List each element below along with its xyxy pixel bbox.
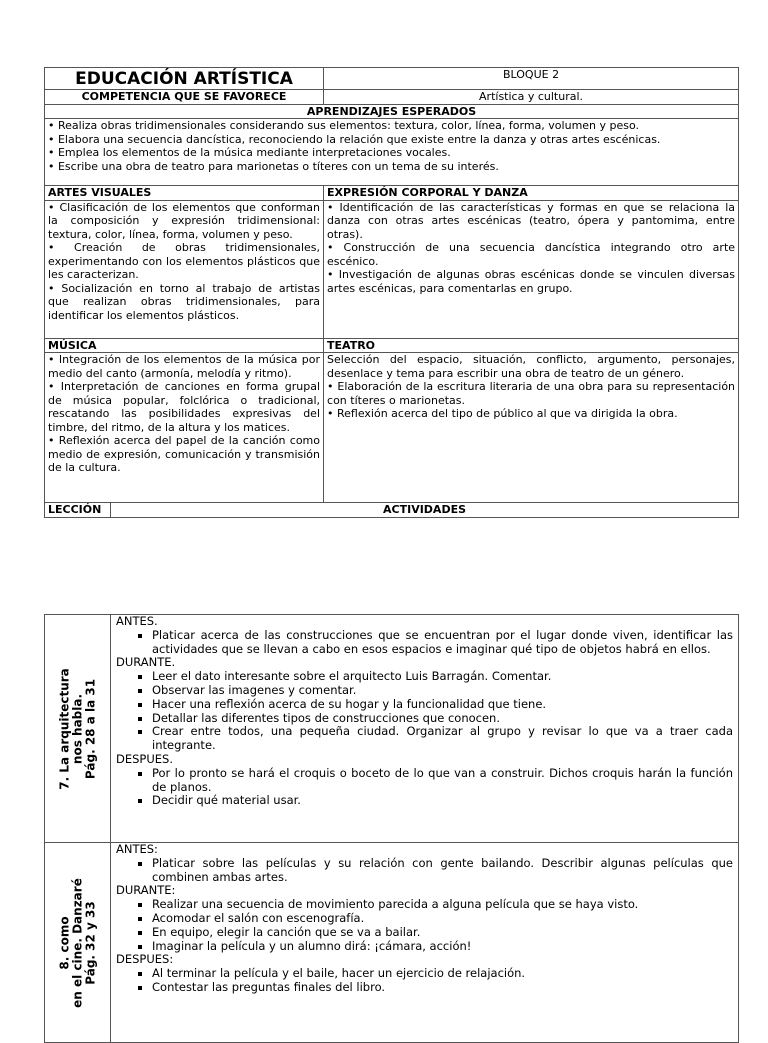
- expected-item: • Emplea los elementos de la música mediante interpretaciones vocales.: [48, 146, 451, 159]
- lesson-row: [45, 615, 739, 843]
- subject-title: EDUCACIÓN ARTÍSTICA: [45, 68, 324, 90]
- expected-heading: APRENDIZAJES ESPERADOS: [45, 104, 739, 119]
- lesson-pages: Pág. 32 y 33: [83, 900, 97, 985]
- lesson-title-line: en el cine. Danzaré: [70, 877, 84, 1008]
- activity-item: ▪ Platicar acerca de las construcciones que se encuentran por el lugar donde viven, identificar las actividades que se llevan a cabo en esos espacios e imaginar qué tipo de objetos habrá en ellos.: [152, 629, 733, 657]
- lesson-activities: [111, 615, 739, 843]
- activity-item: ▪ Realizar una secuencia de movimiento parecida a alguna película que se haya visto.: [152, 898, 733, 912]
- activity-item: ▪ Decidir qué material usar.: [152, 794, 733, 808]
- activity-item: ▪ Leer el dato interesante sobre el arquitecto Luis Barragán. Comentar.: [152, 670, 733, 684]
- lesson-title-line: 8. como: [57, 915, 71, 970]
- visual-arts-item: • Creación de obras tridimensionales, experimentando con los elementos plásticos que les caracterizan.: [48, 241, 321, 281]
- dance-item: • Identificación de las características y formas en que se relaciona la danza con otras artes escénicas (teatro, ópera y pantomima, entre otras).: [327, 200, 736, 241]
- lesson-label-cell: [45, 843, 111, 1043]
- activity-item: ▪ Contestar las preguntas finales del libro.: [152, 981, 733, 995]
- activity-item: ▪ Observar las imagenes y comentar.: [152, 684, 733, 698]
- activity-item: ▪ Acomodar el salón con escenografía.: [152, 912, 733, 926]
- phase-label: ANTES:: [116, 842, 158, 856]
- phase-label: DURANTE:: [116, 883, 176, 898]
- visual-arts-item: • Clasificación de los elementos que conforman la composición y expresión tridimensional: textura, color, línea, forma, volumen y peso.: [48, 200, 321, 241]
- visual-arts-heading: ARTES VISUALES: [45, 186, 324, 201]
- phase-label: ANTES.: [116, 614, 158, 628]
- theatre-item: Selección del espacio, situación, conflicto, argumento, personajes, desenlace y tema para escribir una obra de teatro de un género.: [327, 353, 736, 380]
- activity-item: ▪ Por lo pronto se hará el croquis o boceto de lo que van a construir. Dichos croquis harán la función de planos.: [152, 767, 733, 795]
- music-item: • Reflexión acerca del papel de la canción como medio de expresión, comunicación y transmisión de la cultura.: [48, 434, 321, 474]
- phase-list: [116, 967, 733, 995]
- lesson-column-heading: LECCIÓN: [45, 503, 111, 518]
- music-item: • Interpretación de canciones en forma grupal de música popular, folclórica o tradicional, rescatando las posibilidades expresivas del timbre, del ritmo, de la altura y los matices.: [48, 380, 321, 434]
- phase-label: DESPUES.: [116, 751, 173, 766]
- planning-table: [44, 67, 739, 518]
- competence-value: Artística y cultural.: [324, 90, 739, 105]
- activity-item: ▪ Crear entre todos, una pequeña ciudad. Organizar al grupo y revisar lo que va a traer cada integrante.: [152, 725, 733, 753]
- phase-label: DESPUES:: [116, 952, 174, 967]
- lesson-activities: [111, 843, 739, 1043]
- theatre-item: • Reflexión acerca del tipo de público al que va dirigida la obra.: [327, 407, 678, 420]
- phase-list: [116, 898, 733, 953]
- phase-list: [116, 629, 733, 657]
- lesson-label: [58, 668, 97, 790]
- lesson-label-cell: [45, 615, 111, 843]
- phase-list: [116, 670, 733, 753]
- expected-item: • Elabora una secuencia dancística, reconociendo la relación que existe entre la danza y otras artes escénicas.: [48, 132, 661, 146]
- lessons-table: [44, 614, 739, 1043]
- music-content: [45, 353, 324, 503]
- phase-list: [116, 767, 733, 808]
- phase-label: DURANTE.: [116, 655, 176, 670]
- lesson-label: [58, 878, 97, 1008]
- lesson-row: [45, 843, 739, 1043]
- activity-item: ▪ Al terminar la película y el baile, hacer un ejercicio de relajación.: [152, 967, 733, 981]
- expected-learning-list: [45, 119, 739, 186]
- dance-content: [324, 200, 739, 338]
- activities-column-heading: ACTIVIDADES: [111, 503, 739, 518]
- phase-list: [116, 857, 733, 885]
- lesson-title-line: nos habla.: [70, 693, 84, 764]
- theatre-item: • Elaboración de la escritura literaria de una obra para su representación con títeres o marionetas.: [327, 380, 736, 407]
- activity-item: ▪ Detallar las diferentes tipos de construcciones que conocen.: [152, 712, 733, 726]
- dance-heading: EXPRESIÓN CORPORAL Y DANZA: [324, 186, 739, 201]
- competence-label: COMPETENCIA QUE SE FAVORECE: [45, 90, 324, 105]
- activity-item: ▪ En equipo, elegir la canción que se va a bailar.: [152, 926, 733, 940]
- music-item: • Integración de los elementos de la música por medio del canto (armonía, melodía y ritmo).: [48, 353, 321, 380]
- visual-arts-item: • Socialización en torno al trabajo de artistas que realizan obras tridimensionales, para identificar los elementos plásticos.: [48, 281, 321, 322]
- activity-item: ▪ Platicar sobre las películas y su relación con gente bailando. Describir algunas películas que combinen ambas artes.: [152, 857, 733, 885]
- dance-item: • Construcción de una secuencia dancística integrando otro arte escénico.: [327, 241, 736, 268]
- lesson-pages: Pág. 28 a la 31: [83, 678, 97, 779]
- activity-item: ▪ Hacer una reflexión acerca de su hogar y la funcionalidad que tiene.: [152, 698, 733, 712]
- expected-item: • Realiza obras tridimensionales considerando sus elementos: textura, color, línea, forma, volumen y peso.: [48, 119, 640, 132]
- dance-item: • Investigación de algunas obras escénicas donde se vinculen diversas artes escénicas, para comentarlas en grupo.: [327, 268, 736, 295]
- visual-arts-content: [45, 200, 324, 338]
- theatre-content: [324, 353, 739, 503]
- activity-item: ▪ Imaginar la película y un alumno dirá: ¡cámara, acción!: [152, 940, 733, 954]
- music-heading: MÚSICA: [45, 338, 324, 353]
- theatre-heading: TEATRO: [324, 338, 739, 353]
- lesson-title-line: 7. La arquitectura: [57, 667, 71, 790]
- expected-item: • Escribe una obra de teatro para marionetas o títeres con un tema de su interés.: [48, 159, 499, 173]
- block-label: BLOQUE 2: [324, 68, 739, 90]
